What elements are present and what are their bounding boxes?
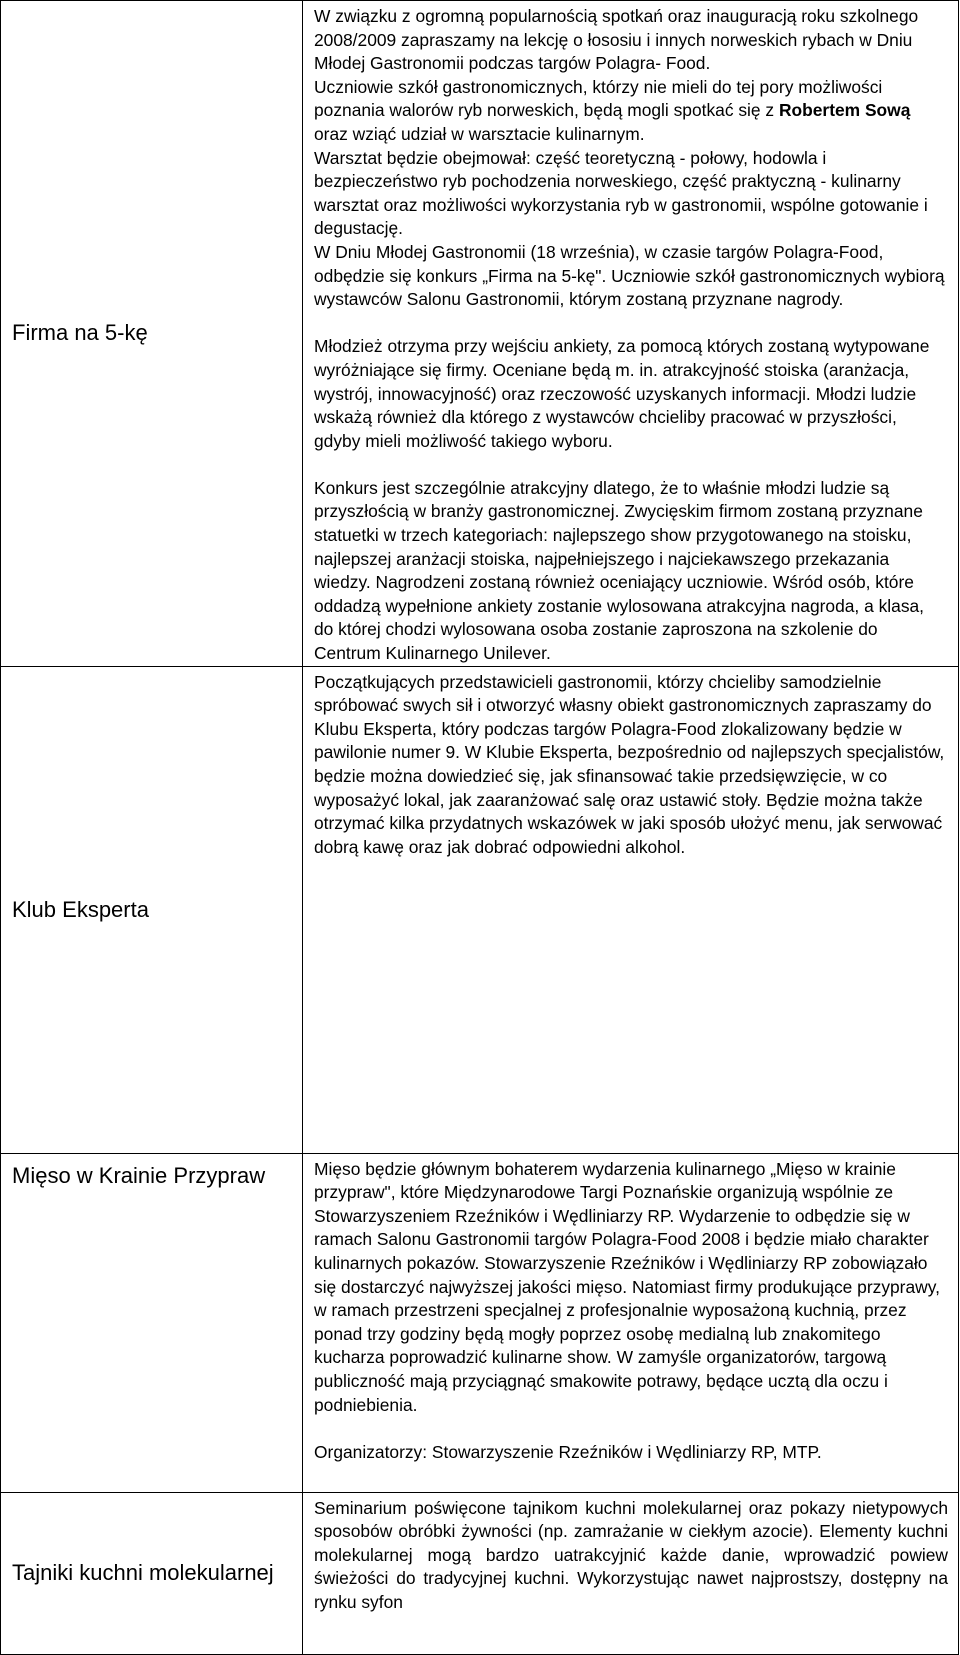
table-row — [1, 666, 959, 1153]
table-row — [1, 1492, 959, 1654]
section-title-mieso: Mięso w Krainie Przypraw — [12, 1162, 266, 1188]
table-row — [1, 1, 959, 667]
paragraph: Seminarium poświęcone tajnikom kuchni molekularnej oraz pokazy nietypowych sposobów obróbki żywności (np. zamrażanie w ciekłym azocie). Elementy kuchni molekularnej mogą bardzo uatrakcyjnić każde danie, wprowadzić powiew świeżości do tradycyjnej kuchni. Wykorzystując nawet najprostszy, dostępny na rynku syfon — [314, 1497, 948, 1612]
row-label-cell — [1, 666, 303, 1153]
paragraph: Mięso będzie głównym bohaterem wydarzenia kulinarnego „Mięso w krainie przypraw", które Międzynarodowe Targi Poznańskie organizują wspólnie ze Stowarzyszeniem Rzeźników i Wędliniarzy RP. Wydarzenie to odbędzie się w ramach Salonu Gastronomii targów Polagra-Food 2008 i będzie miało charakter kulinarnych pokazów. Stowarzyszenie Rzeźników i Wędliniarzy RP zobowiązało się dostarczyć najwyższej jakości mięso. Natomiast firmy produkujące przyprawy, w ramach przestrzeni specjalnej z profesjonalnie wyposażoną kuchnią, przez ponad trzy godziny będą mogły poprzez osobę medialną lub znakomitego kucharza poprowadzić kulinarne show. W zamyśle organizatorów, targową publiczność mają przyciągnąć smakowite potrawy, będące ucztą dla oczu i podniebienia. — [314, 1158, 940, 1415]
table-row — [1, 1153, 959, 1492]
text-span: oraz wziąć udział w warsztacie kulinarnym. — [314, 123, 645, 144]
row-content-cell — [303, 1153, 959, 1492]
row-content-cell — [303, 1, 959, 667]
row-label-cell — [1, 1, 303, 667]
row-content-cell — [303, 1492, 959, 1654]
section-title-firma: Firma na 5-kę — [12, 320, 148, 346]
paragraph — [314, 76, 948, 147]
paragraph: Początkujących przedstawicieli gastronomii, którzy chcieliby samodzielnie spróbować swych sił i otworzyć własny obiekt gastronomicznych zapraszamy do Klubu Eksperta, który podczas targów Polagra-Food zlokalizowany będzie w pawilonie numer 9. W Klubie Eksperta, bezpośrednio od najlepszych specjalistów, będzie można dowiedzieć się, jak sfinansować takie przedsięwzięcie, w co wyposażyć lokal, jak zaaranżować salę oraz ustawić stoły. Będzie można także otrzymać kilka przydatnych wskazówek w jaki sposób ułożyć menu, jak serwować dobrą kawę oraz jak dobrać odpowiedni alkohol. — [314, 671, 945, 857]
text-span: Uczniowie szkół gastronomicznych, którzy nie mieli do tej pory możliwości poznania walorów ryb norweskich, będą mogli spotkać się z — [314, 76, 883, 121]
paragraph: W związku z ogromną popularnością spotkań oraz inauguracją roku szkolnego 2008/2009 zapraszamy na lekcję o łososiu i innych norweskich rybach w Dniu Młodej Gastronomii podczas targów Polagra- Food. — [314, 6, 919, 74]
row-content-cell — [303, 666, 959, 1153]
section-title-tajniki: Tajniki kuchni molekularnej — [12, 1560, 274, 1586]
paragraph: Konkurs jest szczególnie atrakcyjny dlatego, że to właśnie młodzi ludzie są przyszłością w branży gastronomicznej. Zwycięskim firmom zostaną przyznane statuetki w trzech kategoriach: najlepszego show przygotowanego na stoisku, najlepszej aranżacji stoiska, najpełniejszego i najciekawszego przekazania wiedzy. Nagrodzeni zostaną również oceniający uczniowie. Wśród osób, które oddadzą wypełnione ankiety zostanie wylosowana atrakcyjna nagroda, a klasa, do której chodzi wylosowana osoba zostanie zaproszona na szkolenie do Centrum Kulinarnego Unilever. — [314, 477, 925, 664]
section-title-klub: Klub Eksperta — [12, 896, 149, 922]
bold-name: Robertem Sową — [778, 100, 911, 121]
row-label-cell — [1, 1492, 303, 1654]
paragraph: Warsztat będzie obejmował: część teoretyczną - połowy, hodowla i bezpieczeństwo ryb pochodzenia norweskiego, część praktyczną - kulinarny warsztat oraz możliwości wykorzystania ryb w gastronomii, wspólne gotowanie i degustację. — [314, 147, 928, 239]
row-label-cell — [1, 1153, 303, 1492]
paragraph: Młodzież otrzyma przy wejściu ankiety, za pomocą których zostaną wytypowane wyróżniające się firmy. Oceniane będą m. in. atrakcyjność stoiska (aranżacja, wystrój, innowacyjność) oraz rzeczowość uzyskanych informacji. Młodzi ludzie wskażą również dla którego z wystawców chcieliby pracować w przyszłości, gdyby mieli możliwość takiego wyboru. — [314, 336, 930, 451]
paragraph: Organizatorzy: Stowarzyszenie Rzeźników i Wędliniarzy RP, MTP. — [314, 1441, 822, 1462]
paragraph: W Dniu Młodej Gastronomii (18 września), w czasie targów Polagra-Food, odbędzie się konkurs „Firma na 5-kę". Uczniowie szkół gastronomicznych wybiorą wystawców Salonu Gastronomii, którym zostaną przyznane nagrody. — [314, 241, 945, 310]
